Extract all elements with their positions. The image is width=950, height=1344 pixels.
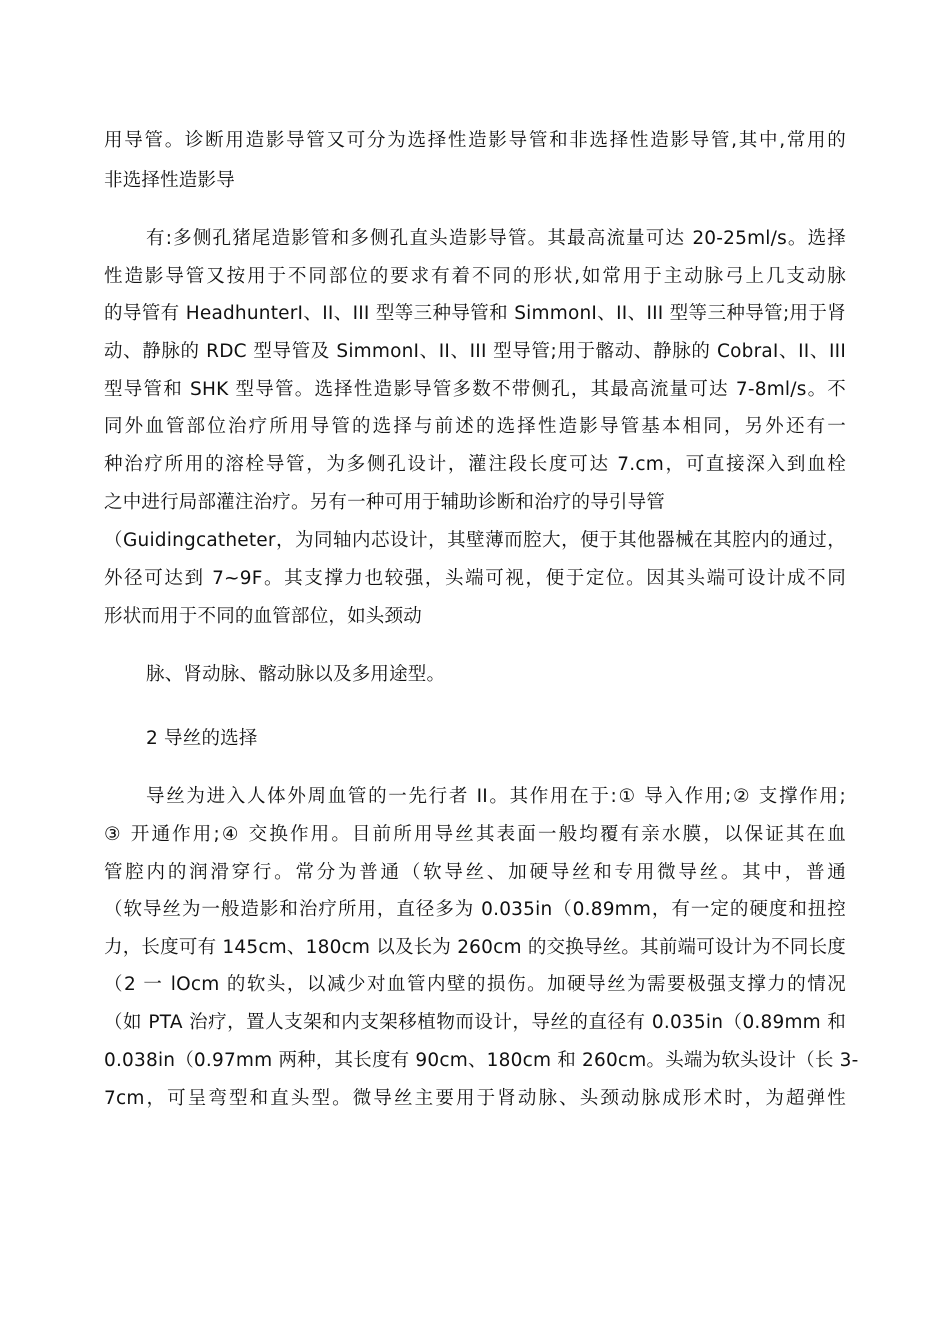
text-line: 7cm，可呈弯型和直头型。微导丝主要用于肾动脉、头颈动脉成形术时，为超弹性 bbox=[104, 1088, 846, 1109]
text-line: 形状而用于不同的血管部位，如头颈动 bbox=[104, 606, 422, 627]
text-line: （如 PTA 治疗，置人支架和内支架移植物而设计，导丝的直径有 0.035in（0.89mm 和 bbox=[104, 1012, 846, 1033]
text-line: 有:多侧孔猪尾造影管和多侧孔直头造影导管。其最高流量可达 20-25ml/s。选择 bbox=[146, 228, 846, 249]
text-line: 用导管。诊断用造影导管又可分为选择性造影导管和非选择性造影导管,其中,常用的 bbox=[104, 130, 846, 151]
text-line: （Guidingcatheter，为同轴内芯设计，其壁薄而腔大，便于其他器械在其腔内的通过， bbox=[104, 530, 846, 551]
text-line: 脉、肾动脉、髂动脉以及多用途型。 bbox=[146, 664, 446, 685]
text-line: 0.038in（0.97mm 两种，其长度有 90cm、180cm 和 260cm。头端为软头设计（长 3- bbox=[104, 1050, 859, 1071]
text-line: 管腔内的润滑穿行。常分为普通（软导丝、加硬导丝和专用微导丝。其中，普通 bbox=[104, 862, 846, 883]
section-heading: 2 导丝的选择 bbox=[146, 728, 258, 749]
text-line: （软导丝为一般造影和治疗所用，直径多为 0.035in（0.89mm，有一定的硬度和扭控 bbox=[104, 899, 846, 920]
text-line: （2 一 lOcm 的软头，以减少对血管内壁的损伤。加硬导丝为需要极强支撑力的情况 bbox=[104, 974, 846, 995]
text-line: ③ 开通作用;④ 交换作用。目前所用导丝其表面一般均覆有亲水膜，以保证其在血 bbox=[104, 824, 846, 845]
text-line: 型导管和 SHK 型导管。选择性造影导管多数不带侧孔，其最高流量可达 7-8ml/s。不 bbox=[104, 379, 846, 400]
text-line: 动、静脉的 RDC 型导管及 SimmonI、II、III 型导管;用于髂动、静脉的 CobraI、II、III bbox=[104, 341, 846, 362]
text-line: 同外血管部位治疗所用导管的选择与前述的选择性造影导管基本相同，另外还有一 bbox=[104, 416, 846, 437]
text-line: 导丝为进入人体外周血管的一先行者 II。其作用在于:① 导入作用;② 支撑作用; bbox=[146, 786, 846, 807]
text-line: 的导管有 HeadhunterI、II、III 型等三种导管和 SimmonI、II、III 型等三种导管;用于肾 bbox=[104, 303, 846, 324]
text-line: 力，长度可有 145cm、180cm 以及长为 260cm 的交换导丝。其前端可设计为不同长度 bbox=[104, 937, 846, 958]
text-line: 非选择性造影导 bbox=[104, 170, 235, 191]
text-line: 性造影导管又按用于不同部位的要求有着不同的形状,如常用于主动脉弓上几支动脉 bbox=[104, 266, 846, 287]
text-line: 之中进行局部灌注治疗。另有一种可用于辅助诊断和治疗的导引导管 bbox=[104, 492, 666, 513]
text-line: 种治疗所用的溶栓导管，为多侧孔设计，灌注段长度可达 7.cm，可直接深入到血栓 bbox=[104, 454, 846, 475]
text-line: 外径可达到 7~9F。其支撑力也较强，头端可视，便于定位。因其头端可设计成不同 bbox=[104, 568, 846, 589]
